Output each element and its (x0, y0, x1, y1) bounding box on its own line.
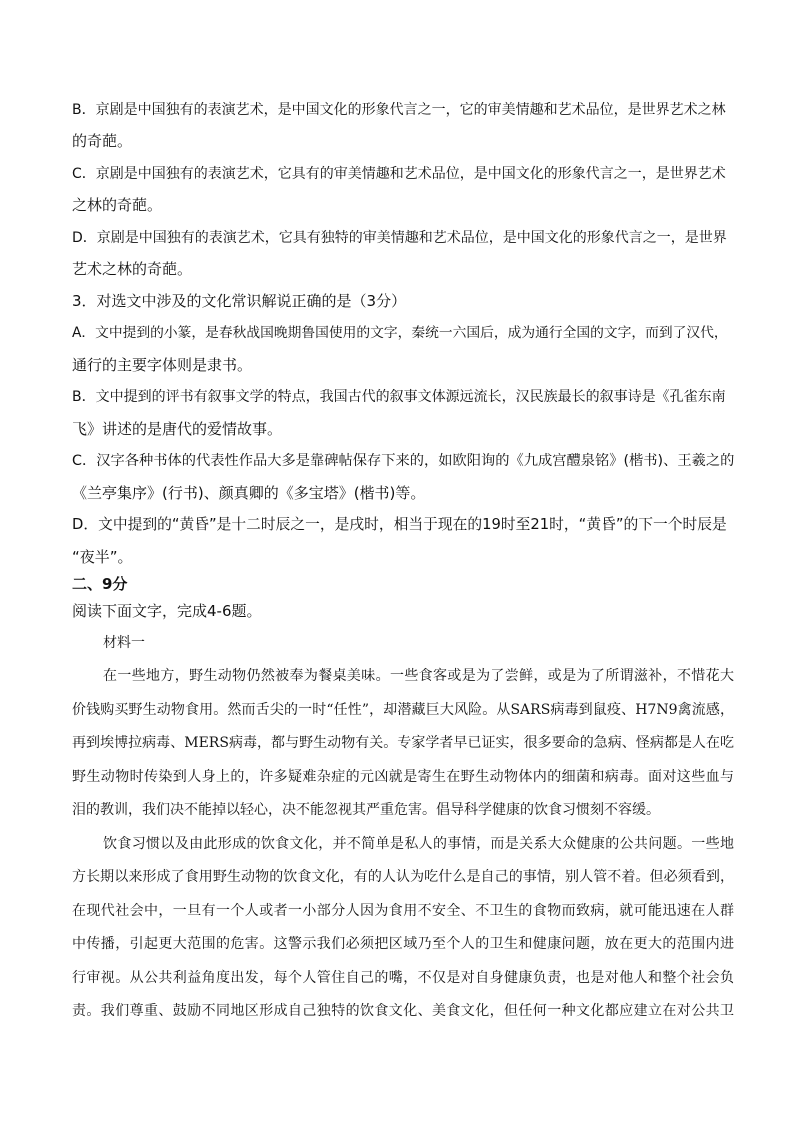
q3-option-d-line1: D．文中提到的“黄昏”是十二时辰之一，是戌时，相当于现在的19时至21时，“黄昏”的下一个时辰是 (72, 516, 727, 533)
q3-option-b-line1: B．文中提到的评书有叙事文学的特点，我国古代的叙事文体源远流长，汉民族最长的叙事诗是《孔雀东南 (72, 389, 726, 405)
q3-option-c-line2: 《兰亭集序》(行书)、颜真卿的《多宝塔》(楷书)等。 (72, 484, 426, 502)
q3-option-a-line2: 通行的主要字体则是隶书。 (72, 356, 253, 374)
material-para2-line1: 饮食习惯以及由此形成的饮食文化，并不简单是私人的事情，而是关系大众健康的公共问题。一些地 (103, 836, 734, 852)
q2-option-c-line1: C．京剧是中国独有的表演艺术，它具有的审美情趣和艺术品位，是中国文化的形象代言之一，是世界艺术 (72, 166, 726, 182)
material-para2-line3: 在现代社会中，一旦有一个人或者一小部分人因为食用不安全、不卫生的食物而致病，就可能迅速在人群 (72, 903, 734, 919)
q2-option-b-line2: 的奇葩。 (72, 132, 133, 150)
material-para1-line4: 野生动物时传染到人身上的，许多疑难杂症的元凶就是寄生在野生动物体内的细菌和病毒。面对这些血与 (72, 769, 734, 785)
material-para1-line1: 在一些地方，野生动物仍然被奉为餐桌美味。一些食客或是为了尝鲜，或是为了所谓滋补，不惜花大 (103, 668, 734, 684)
section-heading: 二、9分 (72, 575, 128, 593)
material-para2-line2: 方长期以来形成了食用野生动物的饮食文化，有的人认为吃什么是自己的事情，别人管不着。但必须看到， (72, 869, 734, 885)
material-para1-line2: 价钱购买野生动物食用。然而舌尖的一时“任性”，却潜藏巨大风险。从SARS病毒到鼠疫、H7N9禽流感， (72, 702, 734, 718)
q2-option-d-line1: D．京剧是中国独有的表演艺术，它具有独特的审美情趣和艺术品位，是中国文化的形象代言之一，是世界 (72, 230, 727, 246)
material-title: 材料一 (103, 635, 145, 651)
q2-option-c-line2: 之林的奇葩。 (72, 196, 163, 214)
material-para2-line6: 责。我们尊重、鼓励不同地区形成自己独特的饮食文化、美食文化，但任何一种文化都应建立在对公共卫 (72, 1003, 734, 1019)
material-para2-line5: 行审视。从公共利益角度出发，每个人管住自己的嘴，不仅是对自身健康负责，也是对他人和整个社会负 (72, 970, 734, 986)
q3-stem: 3．对选文中涉及的文化常识解说正确的是（3分） (72, 292, 407, 310)
q3-option-c-line1: C．汉字各种书体的代表性作品大多是靠碑帖保存下来的，如欧阳询的《九成宫醴泉铭》(楷书)、王羲之的 (72, 453, 735, 469)
material-para2-line4: 中传播，引起更大范围的危害。这警示我们必须把区域乃至个人的卫生和健康问题，放在更大的范围内进 (72, 936, 734, 952)
q3-option-d-line2: “夜半”。 (72, 548, 133, 566)
q3-option-a-line1: A．文中提到的小篆，是春秋战国晚期鲁国使用的文字，秦统一六国后，成为通行全国的文字，而到了汉代， (72, 325, 728, 341)
q2-option-d-line2: 艺术之林的奇葩。 (72, 260, 193, 278)
q2-option-b-line1: B．京剧是中国独有的表演艺术，是中国文化的形象代言之一，它的审美情趣和艺术品位，是世界艺术之林 (72, 102, 726, 118)
material-para1-line5: 泪的教训，我们决不能掉以轻心，决不能忽视其严重危害。倡导科学健康的饮食习惯刻不容缓。 (72, 802, 660, 818)
section-instruction: 阅读下面文字，完成4-6题。 (72, 602, 262, 620)
q3-option-b-line2: 飞》讲述的是唐代的爱情故事。 (72, 420, 283, 438)
material-para1-line3: 再到埃博拉病毒、MERS病毒，都与野生动物有关。专家学者早已证实，很多要命的急病、怪病都是人在吃 (72, 735, 734, 751)
